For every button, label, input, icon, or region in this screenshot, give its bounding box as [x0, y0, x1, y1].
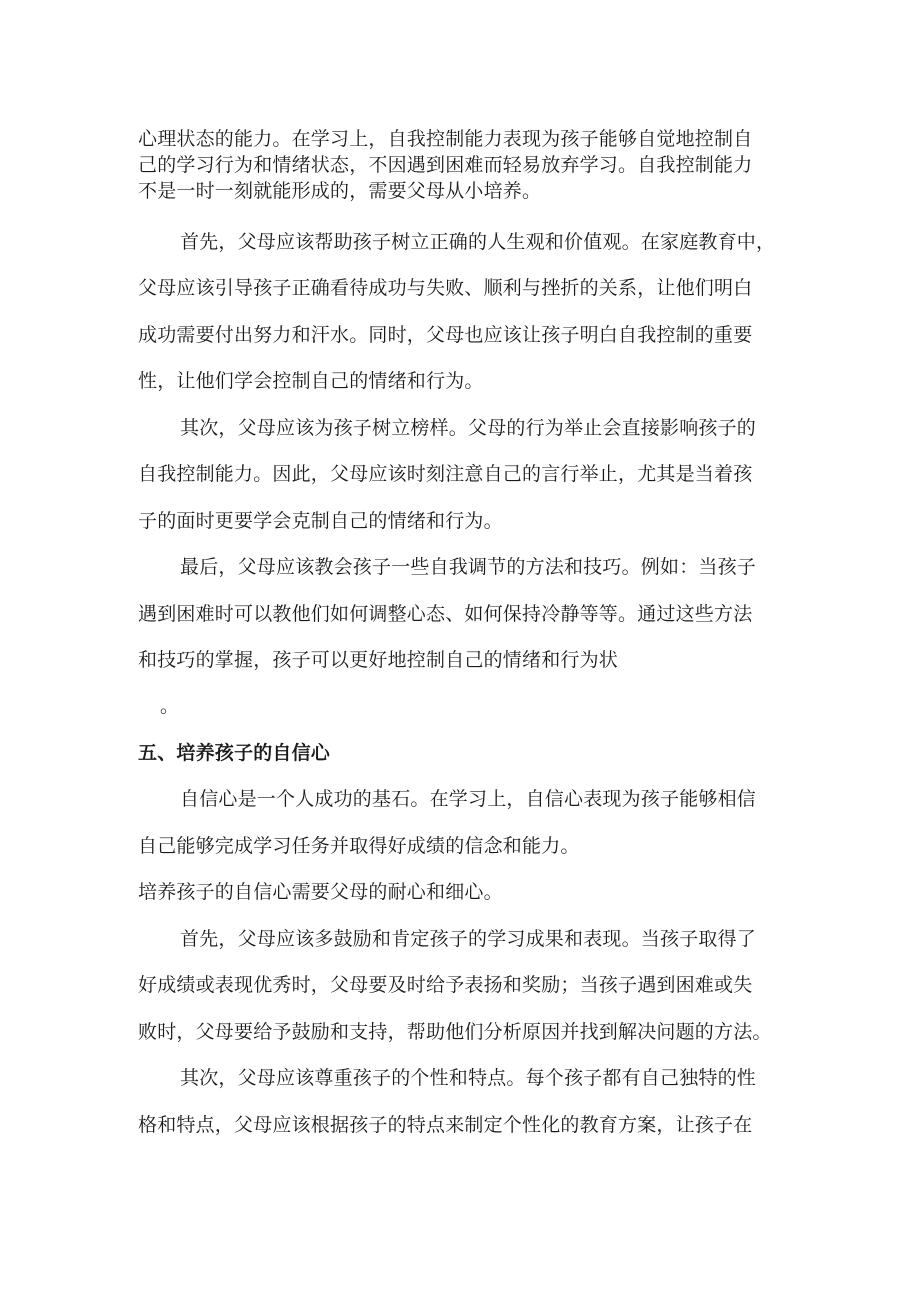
paragraph-line: 。	[160, 695, 180, 717]
paragraph-line: 子的面时更要学会克制自己的情绪和行为。	[138, 510, 503, 532]
paragraph-line: 父母应该引导孩子正确看待成功与失败、顺利与挫折的关系，让他们明白	[138, 277, 753, 299]
paragraph-line: 心理状态的能力。在学习上，自我控制能力表现为孩子能够自觉地控制自	[138, 128, 753, 150]
paragraph-line: 遇到困难时可以教他们如何调整心态、如何保持冷静等等。通过这些方法	[138, 603, 753, 625]
paragraph-line: 其次，父母应该为孩子树立榜样。父母的行为举止会直接影响孩子的	[180, 417, 757, 439]
paragraph-line: 格和特点，父母应该根据孩子的特点来制定个性化的教育方案，让孩子在	[138, 1114, 753, 1136]
paragraph-line: 首先，父母应该多鼓励和肯定孩子的学习成果和表现。当孩子取得了	[180, 928, 757, 950]
paragraph-line: 败时，父母要给予鼓励和支持，帮助他们分析原因并找到解决问题的方法。	[138, 1021, 772, 1043]
paragraph-line: 不是一时一刻就能形成的，需要父母从小培养。	[138, 180, 542, 202]
paragraph-line: 自己能够完成学习任务并取得好成绩的信念和能力。	[138, 835, 580, 857]
section-heading: 五、培养孩子的自信心	[138, 742, 331, 764]
paragraph-line: 首先，父母应该帮助孩子树立正确的人生观和价值观。在家庭教育中，	[180, 231, 776, 253]
paragraph-line: 性，让他们学会控制自己的情绪和行为。	[138, 370, 484, 392]
paragraph-line: 其次，父母应该尊重孩子的个性和特点。每个孩子都有自己独特的性	[180, 1067, 757, 1089]
paragraph-line: 自我控制能力。因此，父母应该时刻注意自己的言行举止，尤其是当着孩	[138, 463, 753, 485]
paragraph-line: 己的学习行为和情绪状态，不因遇到困难而轻易放弃学习。自我控制能力	[138, 154, 753, 176]
paragraph-line: 最后，父母应该教会孩子一些自我调节的方法和技巧。例如：当孩子	[180, 556, 757, 578]
paragraph-line: 培养孩子的自信心需要父母的耐心和细心。	[138, 881, 503, 903]
paragraph-line: 和技巧的掌握，孩子可以更好地控制自己的情绪和行为状	[138, 649, 619, 671]
paragraph-line: 自信心是一个人成功的基石。在学习上，自信心表现为孩子能够相信	[180, 788, 757, 810]
paragraph-line: 好成绩或表现优秀时，父母要及时给予表扬和奖励；当孩子遇到困难或失	[138, 974, 753, 996]
paragraph-line: 成功需要付出努力和汗水。同时，父母也应该让孩子明白自我控制的重要	[138, 324, 753, 346]
